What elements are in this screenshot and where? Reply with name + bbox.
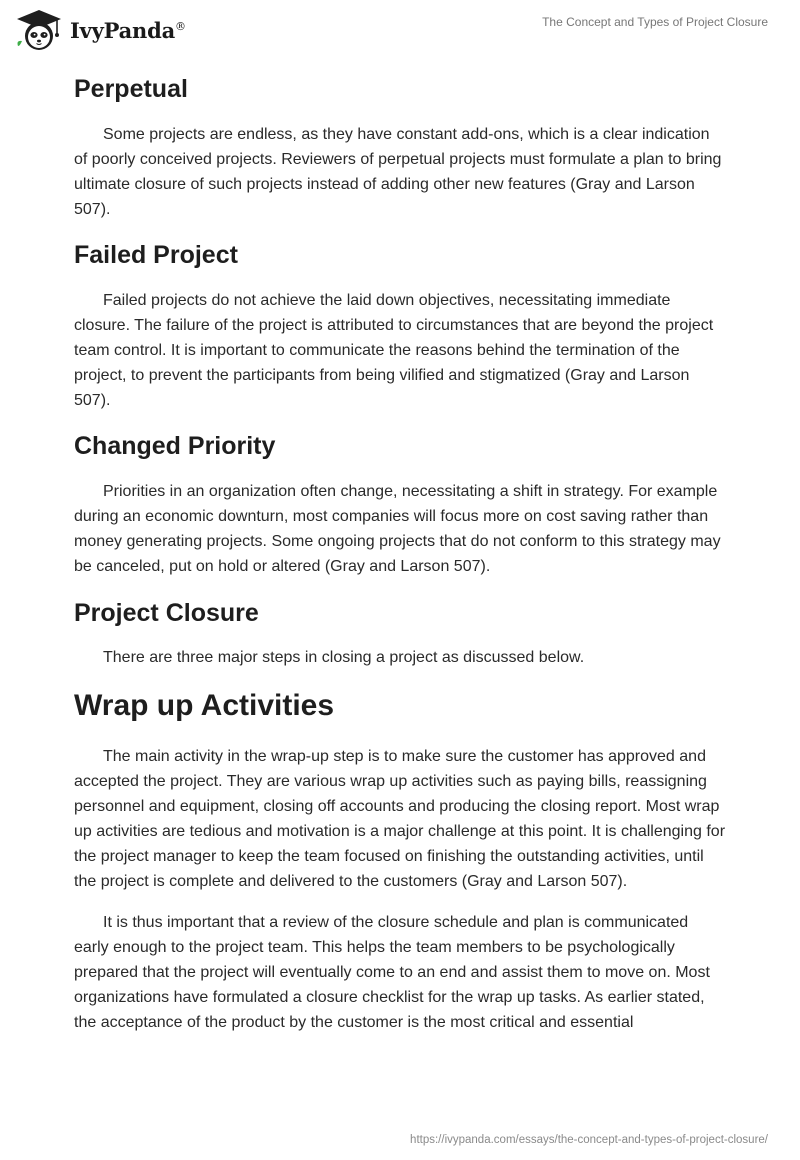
paragraph: It is thus important that a review of the closure schedule and plan is communicated early enough to the project team. This helps the team members to be psychologically prepared that the project will eventually come to an end and assist them to move on. Most organizations have formulated a closure checklist for the wrap up tasks. As earlier stated, the acceptance of the product by the customer is the most critical and essential <box>74 914 710 1031</box>
paragraph: The main activity in the wrap-up step is to make sure the customer has approved and accepted the project. They are various wrap up activities such as paying bills, reassigning personnel and equipment, closing off accounts and producing the closing report. Most wrap up activities are tedious and motivation is a major challenge at this point. It is challenging for the project manager to keep the team focused on finishing the outstanding activities, until the project is complete and delivered to the customers (Gray and Larson 507). <box>74 748 726 890</box>
paragraph: Priorities in an organization often change, necessitating a shift in strategy. For example during an economic downturn, most companies will focus more on cost saving rather than money generating projects. Some ongoing projects that do not conform to this strategy may be canceled, put on hold or altered (Gray and Larson 507). <box>74 483 721 575</box>
paragraph: Failed projects do not achieve the laid down objectives, necessitating immediate closure. The failure of the project is attributed to circumstances that are beyond the project team control. It is important to communicate the reasons behind the termination of the project, to prevent the participants from being vilified and stigmatized (Gray and Larson 507). <box>74 292 714 409</box>
ivypanda-logo[interactable] <box>14 8 186 52</box>
brand-name: IvyPanda® <box>70 17 186 43</box>
essay-content <box>74 70 726 1035</box>
section-heading-failed-project: Failed Project <box>74 241 238 269</box>
section-heading-perpetual: Perpetual <box>74 75 188 103</box>
document-title: The Concept and Types of Project Closure <box>542 15 768 29</box>
section-heading-changed-priority: Changed Priority <box>74 432 276 460</box>
page-header <box>0 0 800 62</box>
section-heading-project-closure: Project Closure <box>74 599 259 627</box>
source-url-link[interactable]: https://ivypanda.com/essays/the-concept-and-types-of-project-closure/ <box>410 1134 768 1146</box>
panda-mascot-icon <box>14 8 64 52</box>
section-heading-wrap-up-activities: Wrap up Activities <box>74 689 335 722</box>
paragraph: There are three major steps in closing a project as discussed below. <box>103 649 585 666</box>
paragraph: Some projects are endless, as they have constant add-ons, which is a clear indication of poorly conceived projects. Reviewers of perpetual projects must formulate a plan to bring ultimate closure of such projects instead of adding other new features (Gray and Larson 507). <box>74 126 722 218</box>
